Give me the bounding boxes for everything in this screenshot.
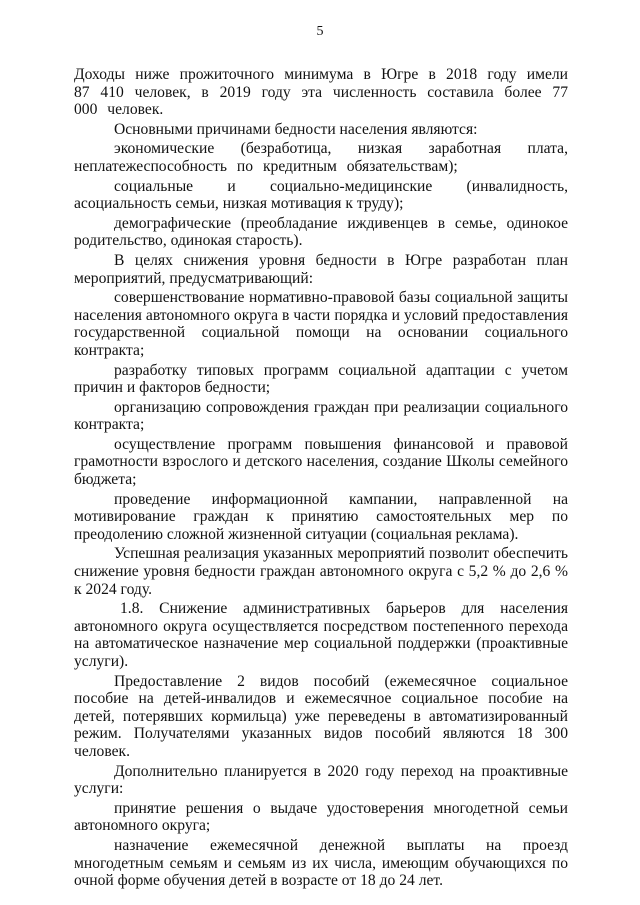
paragraph-poverty-causes-intro: Основными причинами бедности населения являются: <box>114 120 478 138</box>
paragraph-service-large-family-certificate: принятие решения о выдаче удостоверения многодетной семьи автономного округа; <box>74 799 568 835</box>
page-number: 5 <box>316 24 324 39</box>
paragraph-section-1-8: 1.8. Снижение административных барьеров для населения автономного округа осуществляется посредством постепенного перехода на автоматическое назначение мер социальной поддержки (проактивные услуги). <box>74 600 568 670</box>
paragraph-social-causes: социальные и социально-медицинские (инвалидность, асоциальность семьи, низкая мотивация к труду); <box>74 177 568 213</box>
paragraph-plan-item-info-campaign: проведение информационной кампании, направленной на мотивирование граждан к принятию самостоятельных мер по преодолению сложной жизненной ситуации (социальная реклама). <box>74 490 568 543</box>
document-body <box>74 66 568 892</box>
paragraph-plan-item-financial-literacy: осуществление программ повышения финансовой и правовой грамотности взрослого и детского населения, создание Школы семейного бюджета; <box>74 435 568 489</box>
paragraph-demographic-causes: демографические (преобладание иждивенцев в семье, одинокое родительство, одинокая старость). <box>74 214 568 250</box>
paragraph-action-plan-intro: В целях снижения уровня бедности в Югре разработан план мероприятий, предусматривающий: <box>74 251 568 287</box>
paragraph-economic-causes: экономические (безработица, низкая заработная плата, неплатежеспособность по кредитным обязательствам); <box>74 140 568 175</box>
paragraph-benefits-automated: Предоставление 2 видов пособий (ежемесячное социальное пособие на детей-инвалидов и ежемесячное социальное пособие на детей, потерявших кормильца) уже переведены в автоматизированный режим. Получателями указанных видов пособий являются 18 300 человек. <box>74 672 568 760</box>
paragraph-planned-proactive-services: Дополнительно планируется в 2020 году переход на проактивные услуги: <box>74 762 568 798</box>
paragraph-service-travel-payment: назначение ежемесячной денежной выплаты на проезд многодетным семьям и семьям из их числа, имеющим обучающихся по очной форме обучения детей в возрасте от 18 до 24 лет. <box>74 836 568 890</box>
paragraph-plan-item-contract-support: организацию сопровождения граждан при реализации социального контракта; <box>74 398 568 434</box>
paragraph-income-stats: Доходы ниже прожиточного минимума в Югре в 2018 году имели 87 410 человек, в 2019 году эта численность составила более 77 000 человек. <box>74 66 568 119</box>
paragraph-plan-item-adaptation-programs: разработку типовых программ социальной адаптации с учетом причин и факторов бедности; <box>74 361 568 397</box>
paragraph-plan-item-legal-base: совершенствование нормативно-правовой базы социальной защиты населения автономного округа в части порядка и условий предоставления государственной социальной помощи на основании социального контракта; <box>74 289 568 359</box>
paragraph-expected-result: Успешная реализация указанных мероприятий позволит обеспечить снижение уровня бедности граждан автономного округа с 5,2 % до 2,6 % к 2024 году. <box>74 545 568 598</box>
